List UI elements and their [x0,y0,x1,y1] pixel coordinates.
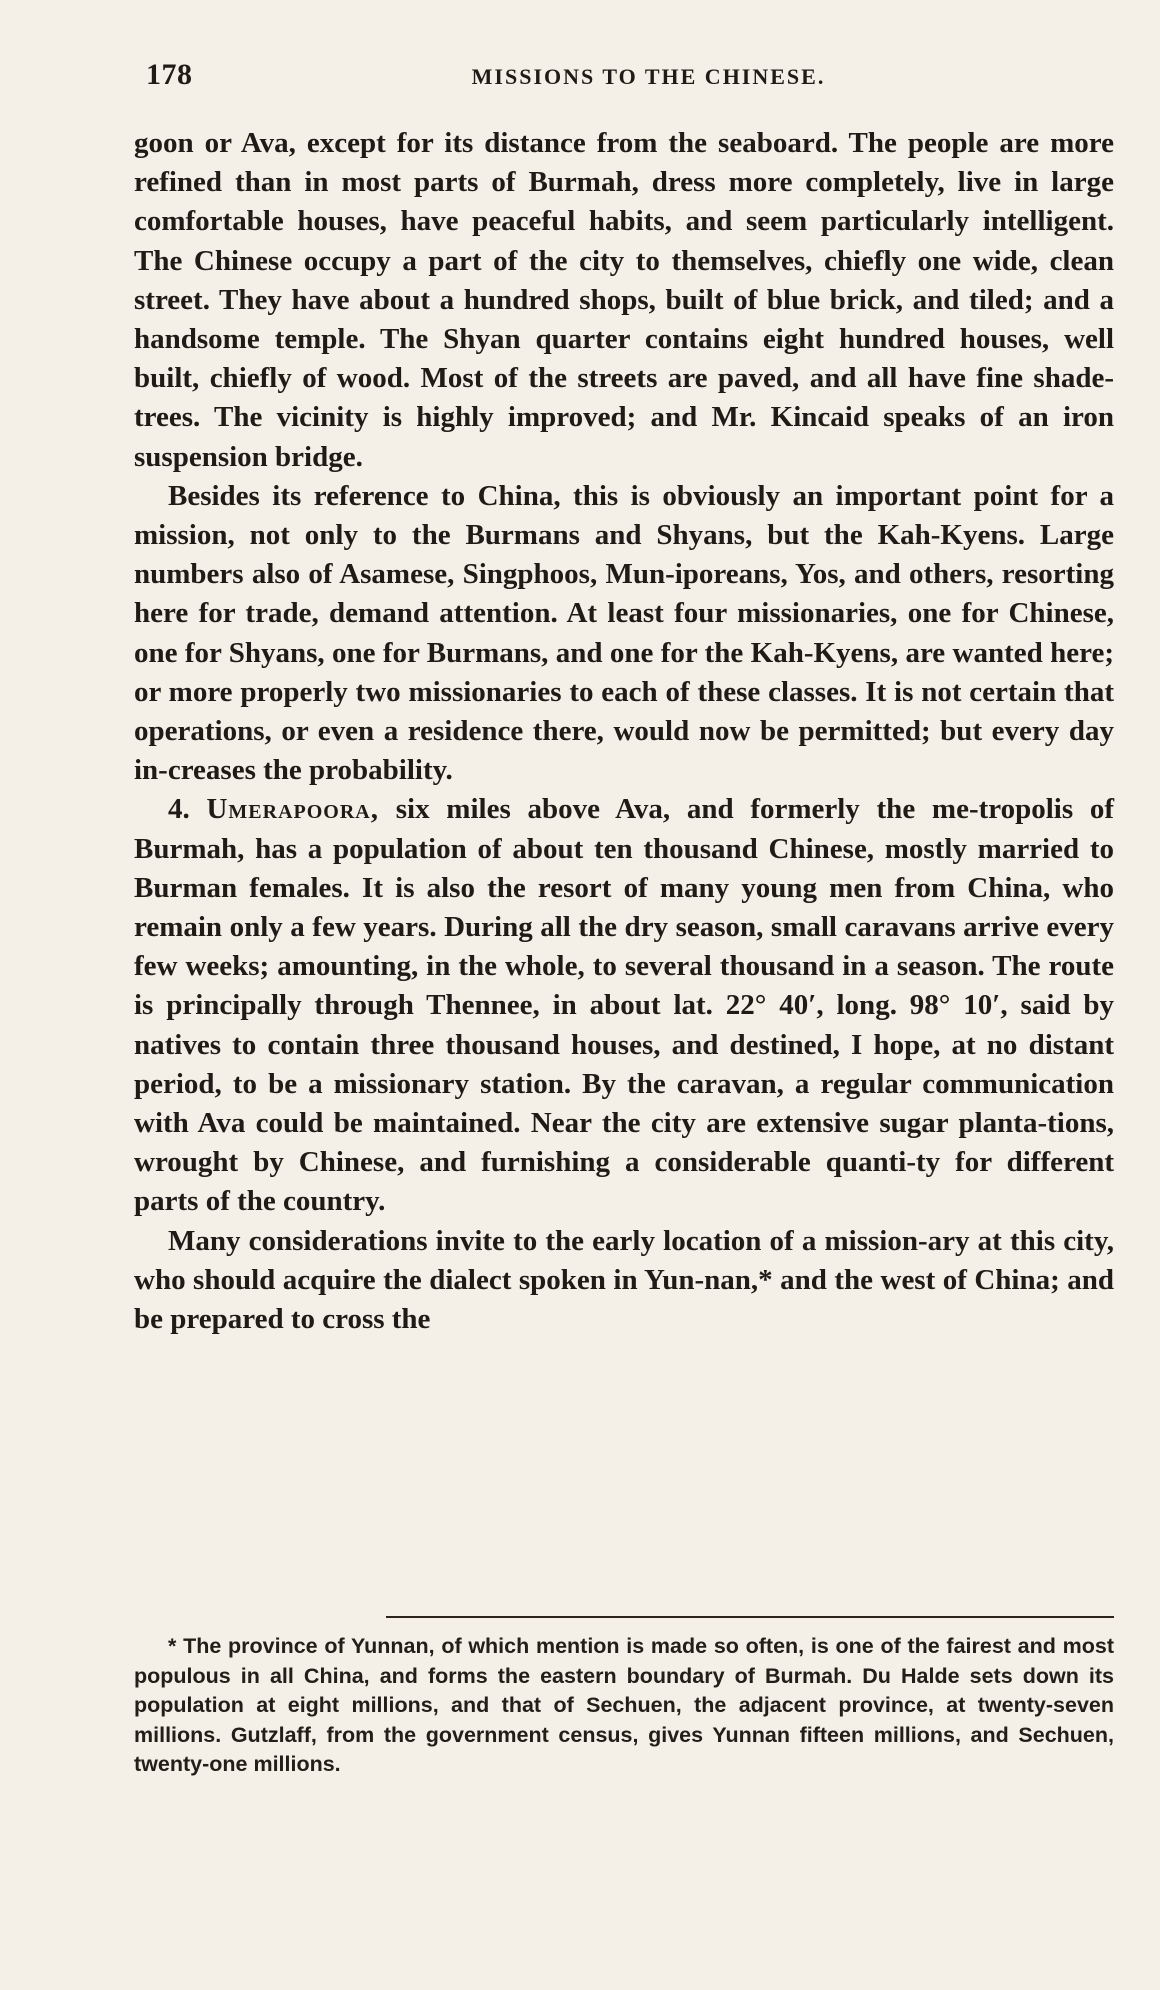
footnotes [134,1632,1114,1780]
paragraph-umerapoora [134,790,1114,1221]
paragraph-continued: goon or Ava, except for its distance from the seaboard. The people are more refined than in most parts of Burmah, dress more completely, live in large comfortable houses, have peaceful habits, and seem particularly intelligent. The Chinese occupy a part of the city to themselves, chiefly one wide, clean street. They have about a hundred shops, built of blue brick, and tiled; and a handsome temple. The Shyan quarter contains eight hundred houses, well built, chiefly of wood. Most of the streets are paved, and all have fine shade-trees. The vicinity is highly improved; and Mr. Kincaid speaks of an iron suspension bridge. [134,127,1114,473]
paragraph-considerations: Many considerations invite to the early location of a mission-ary at this city, who should acquire the dialect spoken in Yun-nan,* and the west of China; and be prepared to cross the [134,1224,1114,1336]
body-text [134,124,1114,1339]
running-head [146,58,1111,94]
running-title: MISSIONS TO THE CHINESE. [471,64,826,89]
paragraph-mission-point: Besides its reference to China, this is obviously an important point for a mission, not only to the Burmans and Shyans, but the Kah-Kyens. Large numbers also of Asamese, Singphoos, Mun-iporeans, Yos, and others, resorting here for trade, demand attention. At least four missionaries, one for Chinese, one for Shyans, one for Burmans, and one for the Kah-Kyens, are wanted here; or more properly two missionaries to each of these classes. It is not certain that operations, or even a residence there, would now be permitted; but every day in-creases the probability. [134,479,1114,787]
section-number: 4. [168,793,190,826]
footnote-yunnan: * The province of Yunnan, of which mention is made so often, is one of the fairest and most populous in all China, and forms the eastern boundary of Burmah. Du Halde sets down its population at eight millions, and that of Sechuen, the adjacent province, at twenty-seven millions. Gutzlaff, from the government census, gives Yunnan fifteen millions, and Sechuen, twenty-one millions. [134,1634,1114,1776]
page-number: 178 [146,58,193,91]
footnote-divider [386,1616,1114,1618]
place-name: Umerapoora, [206,793,379,826]
paragraph-umerapoora-text: six miles above Ava, and formerly the me-tropolis of Burmah, has a population of about ten thousand Chinese, mostly married to Burman females. It is also the resort of many young men from China, who remain only a few years. During all the dry season, small caravans arrive every few weeks; amounting, in the whole, to several thousand in a season. The route is principally through Thennee, in about lat. 22° 40′, long. 98° 10′, said by natives to contain three thousand houses, and destined, I hope, at no distant period, to be a missionary station. By the caravan, a regular communication with Ava could be maintained. Near the city are extensive sugar planta-tions, wrought by Chinese, and furnishing a considerable quanti-ty for different parts of the country. [134,793,1115,1218]
